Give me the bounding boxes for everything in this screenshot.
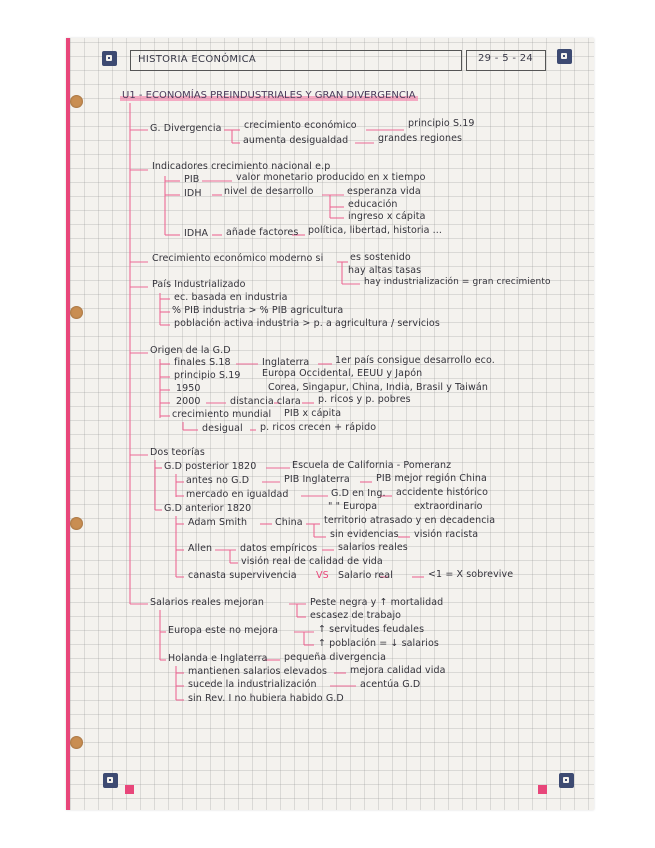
dt-europa: " " Europa [328,501,378,512]
gd-label: G. Divergencia [150,123,222,134]
idh-def: nivel de desarrollo [224,186,314,197]
dt-datos: datos empíricos [240,543,318,554]
ind-title: Indicadores crecimiento nacional e.p [152,161,331,172]
or-finales: finales S.18 [174,357,231,368]
or-title: Origen de la G.D [150,345,231,356]
idh-esperanza: esperanza vida [347,186,421,197]
idha-def: añade factores [226,227,299,238]
dt-title: Dos teorías [150,447,205,458]
binder-hole [70,517,83,530]
or-desigual: desigual [202,423,243,434]
pi-poblacion: población activa industria > p. a agricultura / servicios [174,318,440,329]
dt-pib-ing: PIB Inglaterra [284,474,350,485]
sr-title: Salarios reales mejoran [150,597,265,608]
pink-square-icon [538,785,547,794]
dt-antes: antes no G.D [186,475,250,486]
sr-escasez: escasez de trabajo [310,610,402,621]
corner-mark-icon [102,51,117,66]
cm-sostenido: es sostenido [350,252,411,263]
or-ricos-pobres: p. ricos y p. pobres [318,394,411,405]
sr-sin-rev: sin Rev. I no hubiera habido G.D [188,693,344,704]
sr-pequena: pequeña divergencia [284,652,386,663]
dt-canasta: canasta supervivencia [188,570,297,581]
sr-servitudes: ↑ servitudes feudales [318,624,425,635]
or-crecen: p. ricos crecen + rápido [260,422,377,433]
pi-pib: % PIB industria > % PIB agricultura [172,305,344,316]
gd-principio: principio S.19 [408,118,475,129]
dt-escuela: Escuela de California - Pomeranz [292,460,452,471]
sr-sucede: sucede la industrialización [188,679,317,690]
sr-holanda: Holanda e Inglaterra [168,653,268,664]
dt-territorio: territorio atrasado y en decadencia [324,515,496,526]
idha-factores: política, libertad, historia ... [308,225,443,236]
idh-ingreso: ingreso x cápita [348,211,426,222]
idha-label: IDHA [184,228,209,239]
binder-hole [70,95,83,108]
dt-extraordinario: extraordinario [414,501,483,512]
subject-title: HISTORIA ECONÓMICA [138,54,257,65]
pib-label: PIB [184,174,200,185]
idh-label: IDH [184,188,202,199]
dt-smith: Adam Smith [188,517,248,528]
dt-racista: visión racista [414,529,479,540]
dt-gd-ing: G.D en Ing. [331,488,386,499]
or-pib-capita: PIB x cápita [284,408,342,419]
dt-pib-china: PIB mejor región China [376,473,487,484]
corner-mark-icon [557,49,572,64]
sr-europa-este: Europa este no mejora [168,625,279,636]
dt-evidencias: sin evidencias [330,529,399,540]
or-1950: 1950 [176,383,201,394]
cm-title: Crecimiento económico moderno si [152,253,324,264]
or-crecimiento: crecimiento mundial [172,409,272,420]
pink-square-icon [125,785,134,794]
dt-anterior: G.D anterior 1820 [164,503,252,514]
or-europa: Europa Occidental, EEUU y Japón [262,368,423,379]
date-text: 29 - 5 - 24 [478,53,534,64]
sr-mantienen: mantienen salarios elevados [188,666,328,677]
dt-sobrevive: <1 = X sobrevive [428,569,514,580]
pi-economia: ec. basada en industria [174,292,288,303]
dt-china: China [275,517,303,528]
sr-poblacion: ↑ población = ↓ salarios [318,638,439,649]
cm-tasas: hay altas tasas [348,265,422,276]
gd-desigualdad: aumenta desigualdad [243,135,349,146]
dt-vision-real: visión real de calidad de vida [241,556,383,567]
sr-acentua: acentúa G.D [360,679,421,690]
sr-peste: Peste negra y ↑ mortalidad [310,597,444,608]
pib-def: valor monetario producido en x tiempo [236,172,426,183]
corner-mark-icon [559,773,574,788]
unit-title: U1 - ECONOMÍAS PREINDUSTRIALES Y GRAN DIVERGENCIA [122,90,416,101]
dt-vs: VS [316,570,329,581]
gd-regiones: grandes regiones [378,133,463,144]
pi-title: País Industrializado [152,279,246,290]
or-distancia: distancia clara [230,396,301,407]
dt-salario-real: Salario real [338,570,393,581]
binder-hole [70,306,83,319]
or-primer-pais: 1er país consigue desarrollo eco. [335,355,495,366]
dt-posterior: G.D posterior 1820 [164,461,257,472]
corner-mark-icon [103,773,118,788]
dt-accidente: accidente histórico [396,487,489,498]
or-2000: 2000 [176,396,201,407]
or-inglaterra: Inglaterra [262,357,310,368]
dt-salarios: salarios reales [338,542,408,553]
dt-allen: Allen [188,543,213,554]
or-asia: Corea, Singapur, China, India, Brasil y Taiwán [268,382,488,393]
sr-calidad: mejora calidad vida [350,665,446,676]
or-principio: principio S.19 [174,370,241,381]
binder-hole [70,736,83,749]
gd-crecimiento: crecimiento económico [244,120,357,131]
dt-mercado: mercado en igualdad [186,489,289,500]
idh-educacion: educación [348,199,398,210]
cm-industrializacion: hay industrialización = gran crecimiento [364,277,551,287]
